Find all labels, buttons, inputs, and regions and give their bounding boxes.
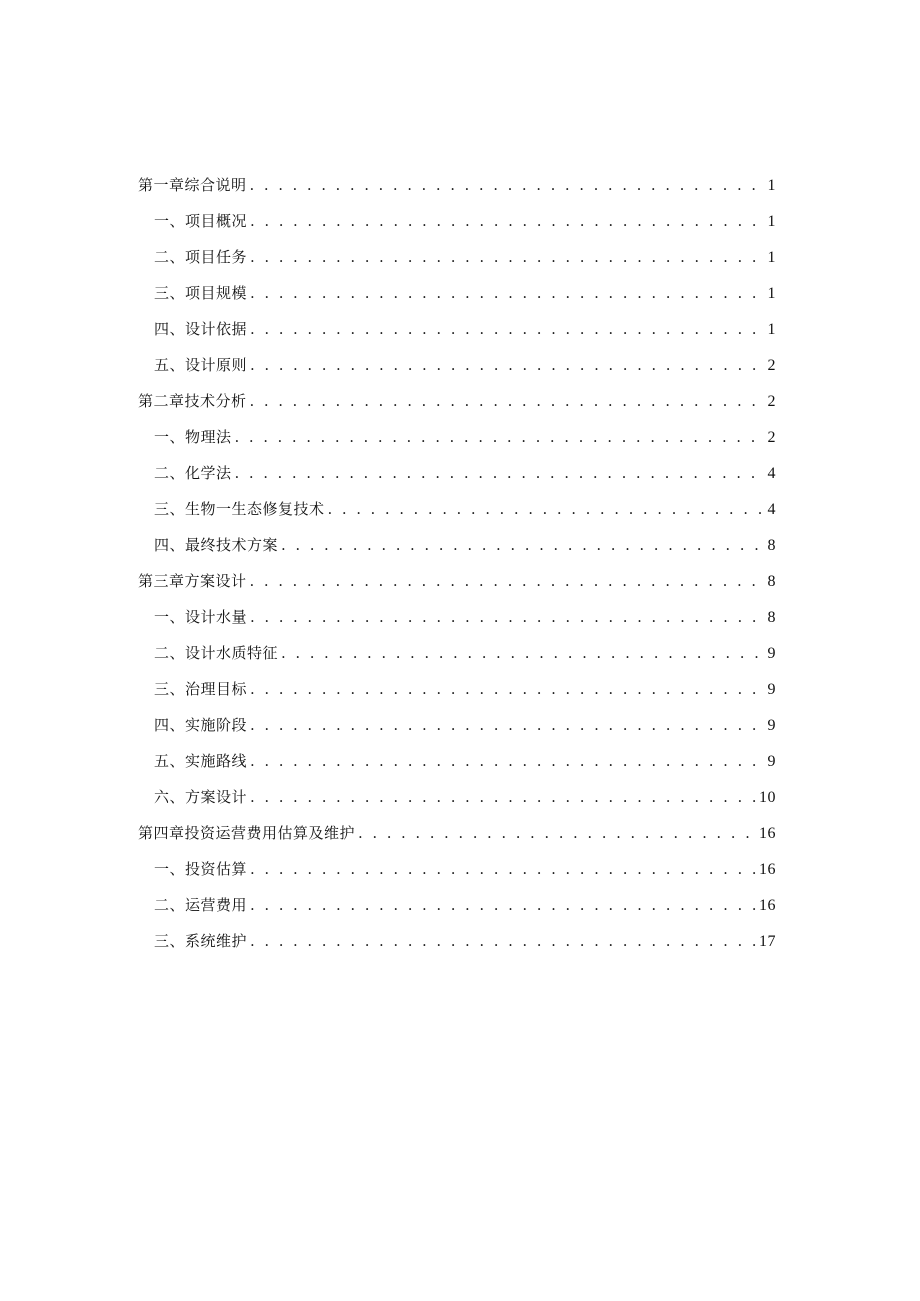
- toc-entry-chapter-2[interactable]: [138, 383, 776, 419]
- toc-entry[interactable]: [138, 275, 776, 311]
- toc-entry[interactable]: [138, 419, 776, 455]
- toc-leader-dots: [250, 311, 764, 347]
- toc-entry-page: 8: [767, 573, 776, 590]
- toc-entry-page: 9: [767, 753, 776, 770]
- toc-entry-label: 第三章方案设计: [138, 572, 247, 590]
- toc-entry-page: 16: [759, 897, 776, 914]
- toc-entry-label: 二、设计水质特征: [154, 644, 279, 662]
- toc-entry-page: 2: [767, 357, 776, 374]
- toc-leader-dots: [250, 599, 764, 635]
- toc-entry[interactable]: [138, 347, 776, 383]
- toc-entry-page: 4: [767, 501, 776, 518]
- toc-entry-label: 三、项目规模: [154, 284, 248, 302]
- toc-entry-page: 1: [767, 321, 776, 338]
- toc-leader-dots: [250, 347, 764, 383]
- toc-entry-label: 一、物理法: [154, 428, 232, 446]
- toc-entry-label: 二、化学法: [154, 464, 232, 482]
- toc-leader-dots: [250, 239, 764, 275]
- toc-entry[interactable]: [138, 635, 776, 671]
- toc-leader-dots: [281, 635, 764, 671]
- toc-leader-dots: [250, 563, 765, 599]
- toc-entry-label: 第一章综合说明: [138, 176, 247, 194]
- toc-leader-dots: [250, 383, 765, 419]
- toc-entry-label: 三、系统维护: [154, 932, 248, 950]
- toc-entry-page: 8: [767, 609, 776, 626]
- toc-leader-dots: [328, 491, 765, 527]
- toc-leader-dots: [235, 419, 765, 455]
- toc-leader-dots: [250, 887, 756, 923]
- toc-entry-page: 9: [767, 645, 776, 662]
- toc-entry-page: 1: [767, 285, 776, 302]
- toc-entry-label: 六、方案设计: [154, 788, 248, 806]
- toc-entry-label: 二、项目任务: [154, 248, 248, 266]
- toc-entry-label: 五、实施路线: [154, 752, 248, 770]
- toc-leader-dots: [250, 923, 756, 959]
- toc-entry-label: 四、实施阶段: [154, 716, 248, 734]
- toc-entry-label: 三、生物一生态修复技术: [154, 500, 325, 518]
- toc-entry-page: 8: [767, 537, 776, 554]
- toc-entry[interactable]: [138, 203, 776, 239]
- toc-leader-dots: [250, 851, 756, 887]
- toc-entry[interactable]: [138, 887, 776, 923]
- toc-entry[interactable]: [138, 923, 776, 959]
- toc-entry[interactable]: [138, 743, 776, 779]
- toc-entry-label: 第二章技术分析: [138, 392, 247, 410]
- toc-entry-label: 第四章投资运营费用估算及维护: [138, 824, 356, 842]
- toc-entry-page: 2: [767, 393, 776, 410]
- toc-entry[interactable]: [138, 779, 776, 815]
- toc-entry-label: 一、设计水量: [154, 608, 248, 626]
- toc-entry-page: 2: [767, 429, 776, 446]
- toc-leader-dots: [250, 707, 764, 743]
- toc-leader-dots: [358, 815, 756, 851]
- toc-entry[interactable]: [138, 851, 776, 887]
- toc-entry-label: 二、运营费用: [154, 896, 248, 914]
- toc-leader-dots: [250, 203, 764, 239]
- toc-leader-dots: [250, 671, 764, 707]
- toc-entry-page: 17: [759, 933, 776, 950]
- toc-entry[interactable]: [138, 671, 776, 707]
- toc-entry-page: 4: [767, 465, 776, 482]
- toc-entry-page: 1: [767, 177, 776, 194]
- toc-entry[interactable]: [138, 311, 776, 347]
- table-of-contents: [138, 167, 776, 959]
- toc-leader-dots: [250, 275, 764, 311]
- toc-entry-chapter-3[interactable]: [138, 563, 776, 599]
- toc-entry-label: 一、项目概况: [154, 212, 248, 230]
- toc-entry-label: 四、设计依据: [154, 320, 248, 338]
- toc-entry[interactable]: [138, 527, 776, 563]
- toc-entry-label: 三、治理目标: [154, 680, 248, 698]
- toc-entry-page: 9: [767, 717, 776, 734]
- toc-entry-page: 1: [767, 213, 776, 230]
- toc-entry-page: 1: [767, 249, 776, 266]
- toc-entry[interactable]: [138, 599, 776, 635]
- toc-leader-dots: [250, 743, 764, 779]
- toc-leader-dots: [235, 455, 765, 491]
- toc-entry-page: 10: [759, 789, 776, 806]
- toc-entry-page: 16: [759, 825, 776, 842]
- toc-entry[interactable]: [138, 455, 776, 491]
- toc-entry-chapter-4[interactable]: [138, 815, 776, 851]
- toc-leader-dots: [281, 527, 764, 563]
- toc-entry[interactable]: [138, 239, 776, 275]
- toc-entry-chapter-1[interactable]: [138, 167, 776, 203]
- toc-entry-label: 一、投资估算: [154, 860, 248, 878]
- toc-entry-label: 四、最终技术方案: [154, 536, 279, 554]
- toc-entry[interactable]: [138, 491, 776, 527]
- toc-entry-page: 9: [767, 681, 776, 698]
- toc-entry-label: 五、设计原则: [154, 356, 248, 374]
- toc-leader-dots: [250, 779, 756, 815]
- toc-entry-page: 16: [759, 861, 776, 878]
- toc-leader-dots: [250, 167, 765, 203]
- toc-entry[interactable]: [138, 707, 776, 743]
